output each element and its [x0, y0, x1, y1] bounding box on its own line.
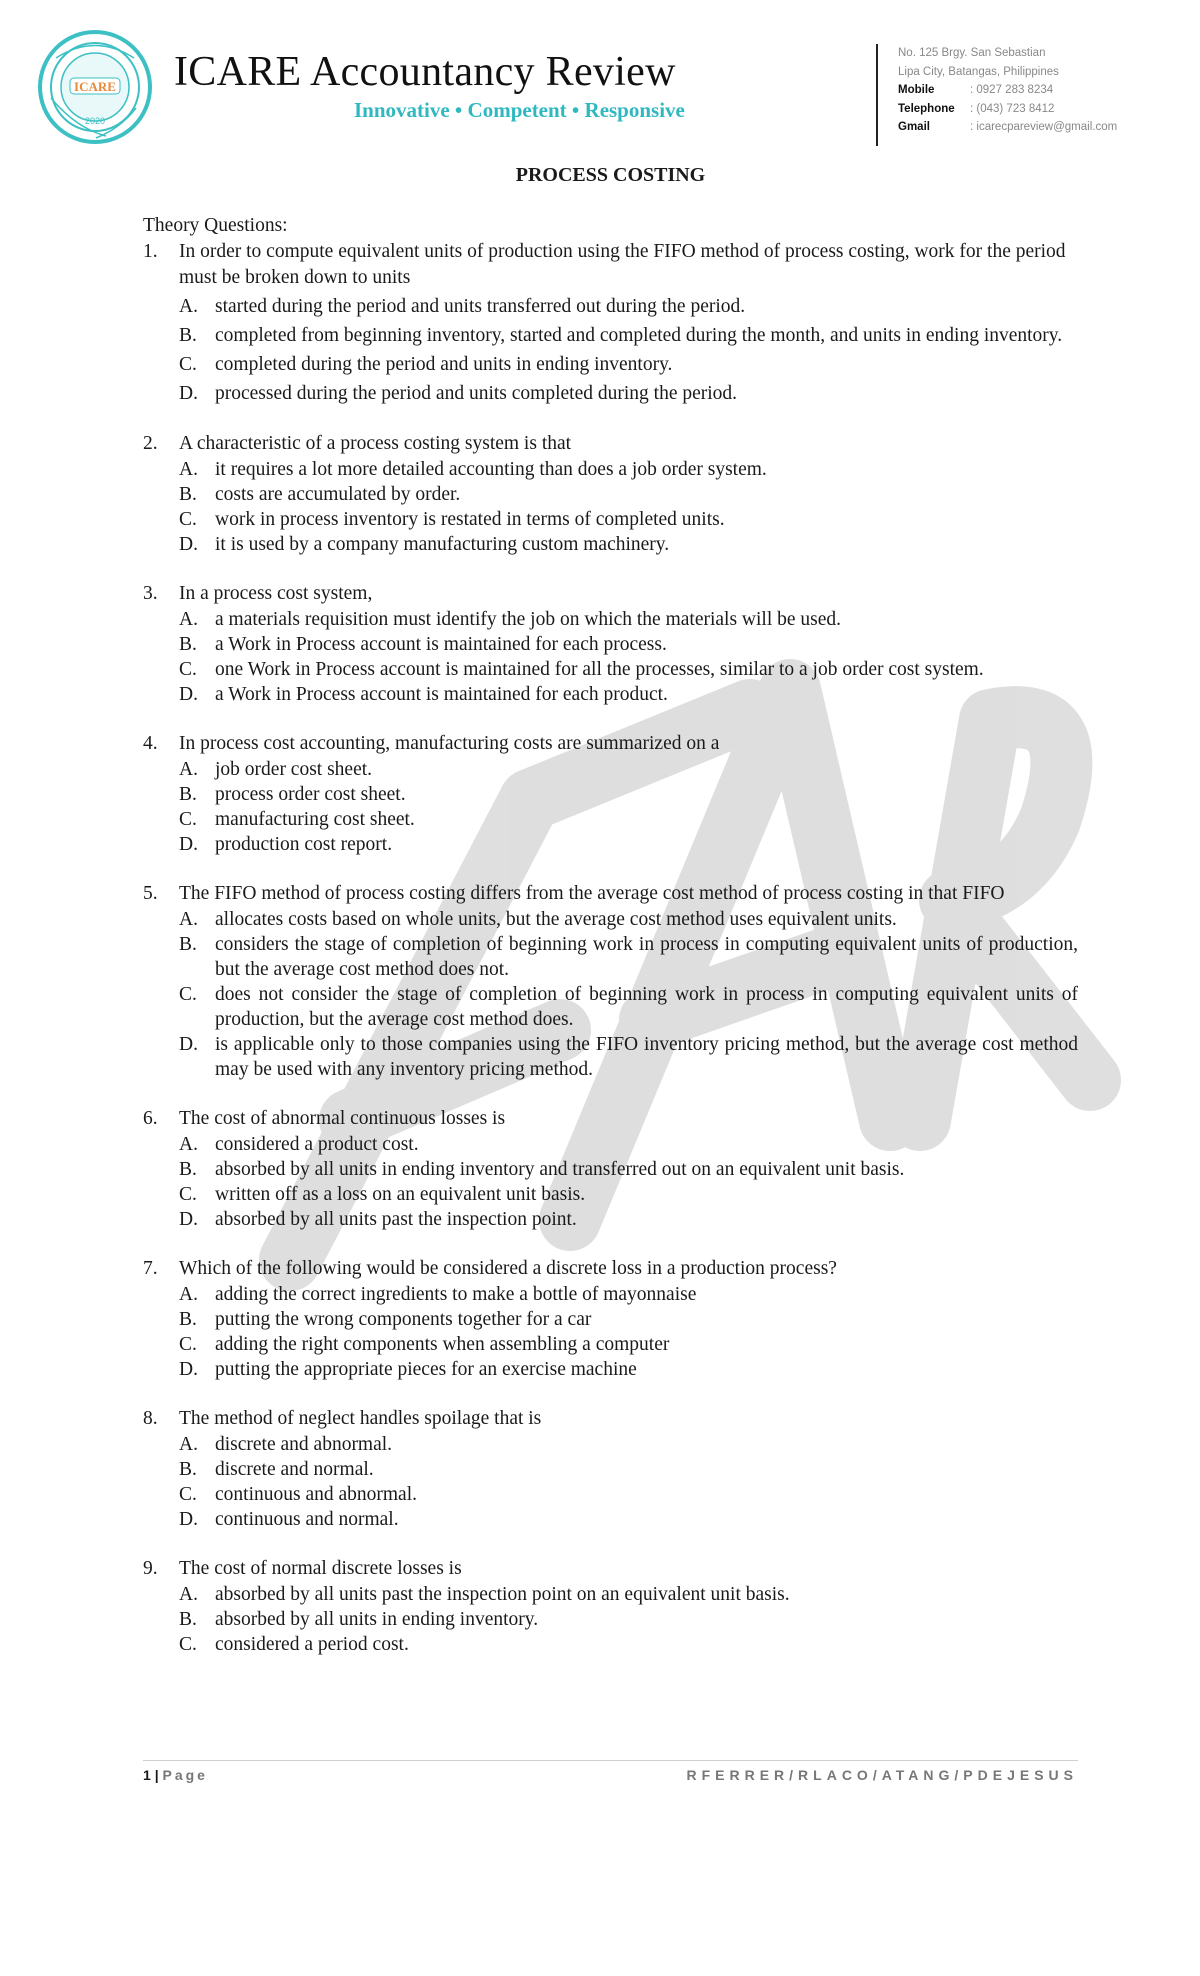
- question-item: [143, 881, 1078, 1082]
- answer-option: [143, 807, 1078, 832]
- option-letter: B.: [179, 1159, 197, 1180]
- option-text: absorbed by all units past the inspection point on an equivalent unit basis.: [215, 1584, 790, 1605]
- option-letter: A.: [179, 1434, 198, 1455]
- page-separator: |: [154, 1767, 159, 1783]
- logo-year: 2020: [84, 116, 106, 126]
- option-text: absorbed by all units in ending inventory.: [215, 1609, 539, 1630]
- question-item: [143, 1256, 1078, 1382]
- answer-option: [143, 322, 1078, 349]
- answer-option: [143, 782, 1078, 807]
- question-stem: [143, 431, 1078, 457]
- option-text: costs are accumulated by order.: [215, 484, 461, 505]
- option-text: a materials requisition must identify the job on which the materials will be used.: [215, 609, 842, 630]
- option-text: considers the stage of completion of beginning work in process in computing equivalent units of production, but the average cost method does not.: [215, 934, 1078, 980]
- question-stem: [143, 1256, 1078, 1282]
- option-text: does not consider the stage of completion of beginning work in process in computing equivalent units of production, but the average cost method does.: [215, 984, 1078, 1030]
- address-line-2: Lipa City, Batangas, Philippines: [898, 65, 1059, 78]
- option-text: putting the wrong components together for a car: [215, 1309, 592, 1330]
- question-stem: [143, 1106, 1078, 1132]
- question-stem: [143, 1406, 1078, 1432]
- page-title: PROCESS COSTING: [515, 164, 706, 186]
- answer-option: [143, 1282, 1078, 1307]
- option-text: considered a product cost.: [215, 1134, 419, 1155]
- answer-option: [143, 1207, 1078, 1232]
- option-letter: C.: [179, 809, 197, 830]
- section-label: Theory Questions:: [143, 215, 288, 236]
- option-letter: D.: [179, 383, 198, 404]
- question-text: Which of the following would be considered a discrete loss in a production process?: [179, 1258, 837, 1279]
- answer-option: [143, 907, 1078, 932]
- option-text: adding the correct ingredients to make a bottle of mayonnaise: [215, 1284, 697, 1305]
- contact-value: : icarecpareview@gmail.com: [970, 121, 1118, 133]
- question-text: The cost of normal discrete losses is: [179, 1558, 462, 1579]
- contact-value: : 0927 283 8234: [970, 84, 1054, 96]
- document-body: [143, 158, 1078, 1681]
- option-letter: D.: [179, 684, 198, 705]
- option-text: processed during the period and units completed during the period.: [215, 383, 738, 404]
- option-letter: B.: [179, 1309, 197, 1330]
- option-text: discrete and abnormal.: [215, 1434, 393, 1455]
- question-stem: [143, 581, 1078, 607]
- answer-option: [143, 932, 1078, 982]
- page-indicator: [143, 1767, 208, 1783]
- page-word: Page: [162, 1767, 208, 1783]
- option-text: started during the period and units transferred out during the period.: [215, 296, 746, 317]
- answer-option: [143, 1032, 1078, 1082]
- answer-option: [143, 1482, 1078, 1507]
- answer-option: [143, 532, 1078, 557]
- option-letter: B.: [179, 484, 197, 505]
- question-text: The FIFO method of process costing differs from the average cost method of process costing in that FIFO: [179, 883, 1005, 904]
- option-letter: C.: [179, 1184, 197, 1205]
- letterhead: [36, 28, 1164, 158]
- option-text: one Work in Process account is maintained for all the processes, similar to a job order cost system.: [215, 659, 984, 680]
- question-stem: [143, 1556, 1078, 1582]
- answer-option: [143, 1582, 1078, 1607]
- answer-option: [143, 607, 1078, 632]
- answer-option: [143, 1132, 1078, 1157]
- question-number: 4.: [143, 733, 158, 754]
- question-item: [143, 239, 1078, 407]
- question-text: In order to compute equivalent units of production using the FIFO method of process costing, work for the period must be broken down to units: [179, 241, 1066, 288]
- answer-option: [143, 1307, 1078, 1332]
- page-number: 1: [143, 1767, 151, 1783]
- option-letter: D.: [179, 534, 198, 555]
- option-text: it is used by a company manufacturing custom machinery.: [215, 534, 670, 555]
- contact-gmail: [898, 118, 1117, 137]
- authors: RFERRER/RLACO/ATANG/PDEJESUS: [686, 1767, 1078, 1783]
- answer-option: [143, 982, 1078, 1032]
- option-letter: A.: [179, 609, 198, 630]
- question-text: The method of neglect handles spoilage that is: [179, 1408, 542, 1429]
- option-text: a Work in Process account is maintained for each product.: [215, 684, 668, 705]
- option-text: work in process inventory is restated in terms of completed units.: [215, 509, 725, 530]
- brand-tagline: Innovative • Competent • Responsive: [354, 98, 685, 122]
- answer-option: [143, 832, 1078, 857]
- option-letter: D.: [179, 1359, 198, 1380]
- option-letter: D.: [179, 834, 198, 855]
- answer-option: [143, 380, 1078, 407]
- option-letter: C.: [179, 1634, 197, 1655]
- answer-option: [143, 351, 1078, 378]
- option-letter: B.: [179, 784, 197, 805]
- question-number: 8.: [143, 1408, 158, 1429]
- option-text: manufacturing cost sheet.: [215, 809, 415, 830]
- answer-option: [143, 682, 1078, 707]
- option-letter: D.: [179, 1209, 198, 1230]
- question-text: In a process cost system,: [179, 583, 373, 604]
- question-number: 6.: [143, 1108, 158, 1129]
- question-item: [143, 431, 1078, 557]
- option-letter: A.: [179, 1284, 198, 1305]
- answer-option: [143, 293, 1078, 320]
- option-letter: D.: [179, 1509, 198, 1530]
- option-text: completed during the period and units in ending inventory.: [215, 354, 673, 375]
- option-letter: B.: [179, 934, 197, 955]
- contact-label: Mobile: [898, 84, 935, 96]
- question-item: [143, 1556, 1078, 1657]
- option-text: written off as a loss on an equivalent unit basis.: [215, 1184, 586, 1205]
- question-number: 9.: [143, 1558, 158, 1579]
- option-text: considered a period cost.: [215, 1634, 409, 1655]
- question-item: [143, 1406, 1078, 1532]
- answer-option: [143, 1607, 1078, 1632]
- answer-option: [143, 657, 1078, 682]
- option-letter: A.: [179, 909, 198, 930]
- option-text: discrete and normal.: [215, 1459, 374, 1480]
- option-letter: B.: [179, 325, 197, 346]
- answer-option: [143, 1457, 1078, 1482]
- question-text: The cost of abnormal continuous losses is: [179, 1108, 506, 1129]
- answer-option: [143, 1332, 1078, 1357]
- logo-text: ICARE: [74, 79, 116, 94]
- option-letter: C.: [179, 1334, 197, 1355]
- option-text: completed from beginning inventory, started and completed during the month, and units in ending inventory.: [215, 325, 1063, 346]
- answer-option: [143, 482, 1078, 507]
- option-letter: B.: [179, 1459, 197, 1480]
- question-number: 7.: [143, 1258, 158, 1279]
- question-number: 3.: [143, 583, 158, 604]
- option-letter: A.: [179, 296, 198, 317]
- option-letter: A.: [179, 1584, 198, 1605]
- answer-option: [143, 507, 1078, 532]
- question-item: [143, 731, 1078, 857]
- contact-telephone: [898, 100, 1117, 119]
- answer-option: [143, 1182, 1078, 1207]
- option-letter: C.: [179, 354, 197, 375]
- question-number: 2.: [143, 433, 158, 454]
- option-letter: B.: [179, 1609, 197, 1630]
- question-number: 1.: [143, 241, 158, 262]
- option-text: continuous and abnormal.: [215, 1484, 417, 1505]
- header-divider: [876, 44, 878, 146]
- option-text: job order cost sheet.: [215, 759, 373, 780]
- option-text: it requires a lot more detailed accounting than does a job order system.: [215, 459, 767, 480]
- question-list: [143, 239, 1078, 1657]
- option-letter: A.: [179, 459, 198, 480]
- question-text: A characteristic of a process costing system is that: [179, 433, 572, 454]
- option-text: process order cost sheet.: [215, 784, 406, 805]
- answer-option: [143, 1507, 1078, 1532]
- question-stem: [143, 881, 1078, 907]
- option-text: a Work in Process account is maintained for each process.: [215, 634, 667, 655]
- option-letter: D.: [179, 1034, 198, 1055]
- question-item: [143, 581, 1078, 707]
- option-letter: A.: [179, 759, 198, 780]
- address-line-1: No. 125 Brgy. San Sebastian: [898, 47, 1046, 59]
- option-letter: C.: [179, 1484, 197, 1505]
- answer-option: [143, 1157, 1078, 1182]
- option-text: absorbed by all units past the inspection point.: [215, 1209, 577, 1230]
- option-text: is applicable only to those companies using the FIFO inventory pricing method, but the average cost method may be used with any inventory pricing method.: [215, 1034, 1078, 1080]
- contact-mobile: [898, 81, 1117, 100]
- option-letter: C.: [179, 659, 197, 680]
- contact-value: : (043) 723 8412: [970, 102, 1055, 115]
- answer-option: [143, 1432, 1078, 1457]
- option-text: production cost report.: [215, 834, 393, 855]
- question-stem: [143, 239, 1078, 291]
- contact-block: [898, 44, 1117, 137]
- contact-label: Gmail: [898, 121, 930, 133]
- answer-option: [143, 1632, 1078, 1657]
- option-letter: A.: [179, 1134, 198, 1155]
- option-text: adding the right components when assembling a computer: [215, 1334, 670, 1355]
- option-letter: B.: [179, 634, 197, 655]
- icare-logo-icon: [36, 28, 154, 146]
- option-text: absorbed by all units in ending inventory and transferred out on an equivalent unit basis.: [215, 1159, 905, 1180]
- question-number: 5.: [143, 883, 158, 904]
- answer-option: [143, 757, 1078, 782]
- answer-option: [143, 1357, 1078, 1382]
- option-text: putting the appropriate pieces for an exercise machine: [215, 1359, 637, 1380]
- brand-name: ICARE Accountancy Review: [174, 49, 676, 95]
- answer-option: [143, 457, 1078, 482]
- page-footer: [143, 1760, 1078, 1783]
- option-letter: C.: [179, 984, 197, 1005]
- option-text: continuous and normal.: [215, 1509, 399, 1530]
- question-text: In process cost accounting, manufacturing costs are summarized on a: [179, 733, 720, 754]
- option-text: allocates costs based on whole units, but the average cost method uses equivalent units.: [215, 909, 897, 930]
- question-item: [143, 1106, 1078, 1232]
- question-stem: [143, 731, 1078, 757]
- answer-option: [143, 632, 1078, 657]
- contact-label: Telephone: [898, 102, 955, 115]
- option-letter: C.: [179, 509, 197, 530]
